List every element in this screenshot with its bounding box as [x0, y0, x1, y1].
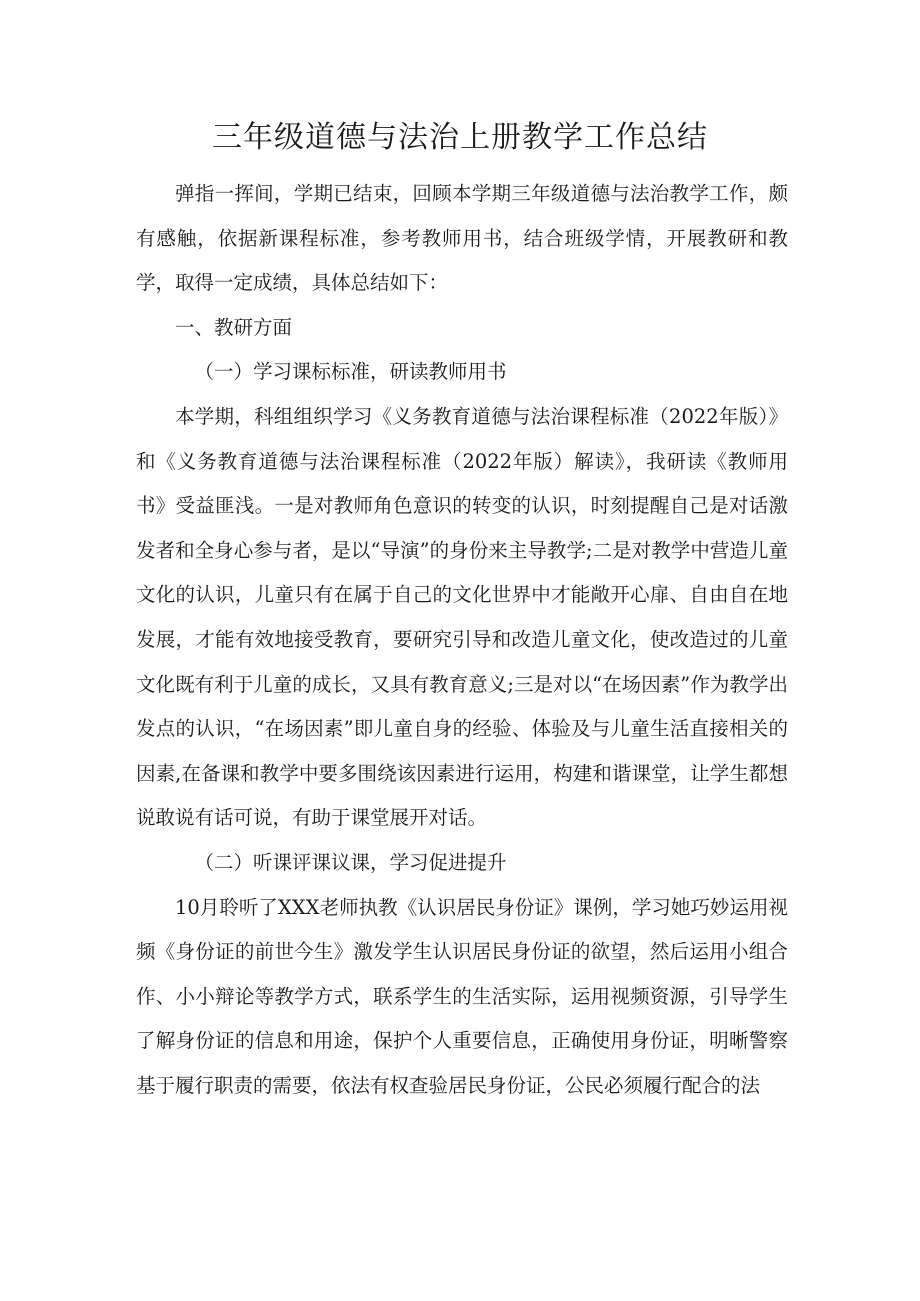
paragraph-intro: 弹指一挥间，学期已结束，回顾本学期三年级道德与法治教学工作，颇有感触，依据新课程标准，参考教师用书，结合班级学情，开展教研和教学，取得一定成绩，具体总结如下： [136, 182, 788, 295]
section-heading-teaching-research: 一、教研方面 [175, 315, 293, 339]
paragraph-study-standards: 本学期，科组组织学习《义务教育道德与法治课程标准（2022年版）》和《义务教育道德与法治课程标准（2022年版）解读》，我研读《教师用书》受益匪浅。一是对教师角色意识的转变的认识，时刻提醒自己是对话激发者和全身心参与者，是以“导演”的身份来主导教学;二是对教学中营造儿童文化的认识，儿童只有在属于自己的文化世界中才能敞开心扉、自由自在地发展，才能有效地接受教育，要研究引导和改造儿童文化，使改造过的儿童文化既有利于儿童的成长，又具有教育意义;三是对以“在场因素”作为教学出发点的认识，“在场因素”即儿童自身的经验、体验及与儿童生活直接相关的因素,在备课和教学中要多围绕该因素进行运用，构建和谐课堂，让学生都想说敢说有话可说，有助于课堂展开对话。 [136, 404, 788, 830]
paragraph-lesson-observation: 10月聆听了XXX老师执教《认识居民身份证》课例，学习她巧妙运用视频《身份证的前世今生》激发学生认识居民身份证的欲望，然后运用小组合作、小小辩论等教学方式，联系学生的生活实际，运用视频资源，引导学生了解身份证的信息和用途，保护个人重要信息，正确使用身份证，明晰警察基于履行职责的需要，依法有权查验居民身份证，公民必须履行配合的法 [136, 895, 788, 1097]
subsection-heading-lesson-observation: （二）听课评课议课，学习促进提升 [194, 850, 507, 874]
document-title: 三年级道德与法治上册教学工作总结 [212, 120, 708, 155]
subsection-heading-study-standards: （一）学习课标标准，研读教师用书 [194, 360, 507, 384]
document-body [136, 172, 788, 1108]
